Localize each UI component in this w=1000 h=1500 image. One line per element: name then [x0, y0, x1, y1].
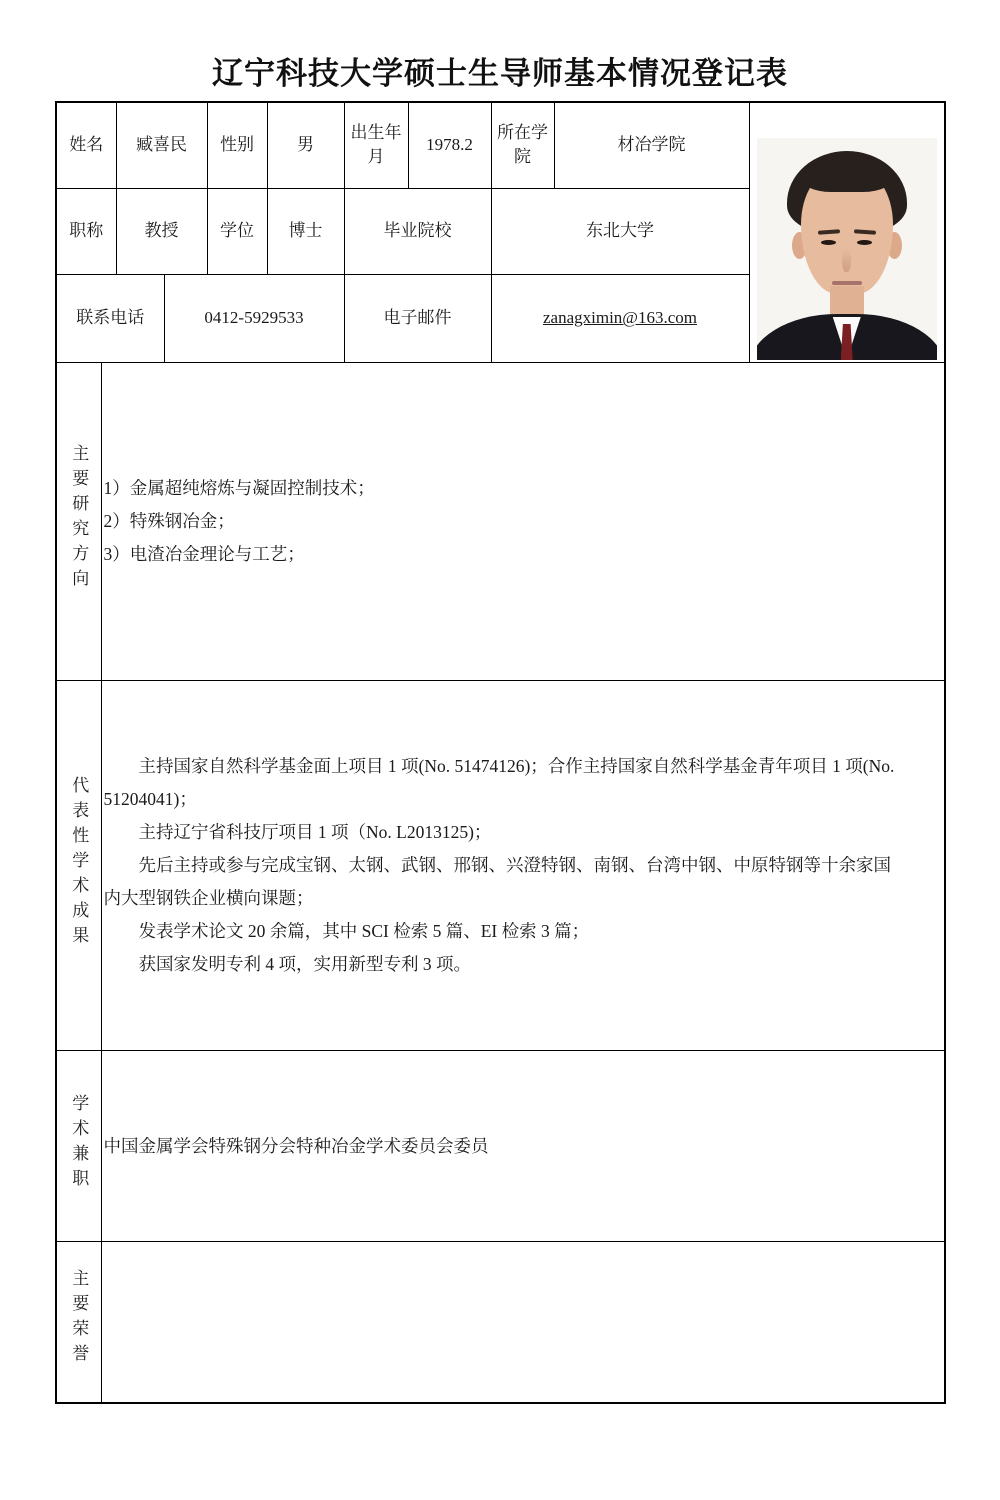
- research-content: [101, 363, 945, 681]
- gender-value: 男: [267, 102, 344, 188]
- photo-fringe-shape: [799, 162, 895, 192]
- job-title-value: 教授: [116, 188, 207, 274]
- photo-eye-right-shape: [857, 240, 872, 245]
- page-title: 辽宁科技大学硕士生导师基本情况登记表: [212, 56, 788, 91]
- birth-value: 1978.2: [408, 102, 491, 188]
- text-line: 获国家发明专利 4 项，实用新型专利 3 项。: [138, 954, 471, 974]
- text-line: 51204041)；: [103, 789, 197, 809]
- phone-value: 0412-5929533: [164, 275, 344, 363]
- text-line: 先后主持或参与完成宝钢、太钢、武钢、邢钢、兴澄特钢、南钢、台湾中钢、中原特钢等十余家国: [138, 855, 891, 875]
- row-parttime: [56, 1051, 945, 1242]
- honors-section-label: 主要荣誉: [56, 1242, 101, 1403]
- college-value: 材冶学院: [554, 102, 749, 188]
- photo-nose-shape: [842, 248, 851, 272]
- parttime-content: [101, 1051, 945, 1242]
- row-research: [56, 363, 945, 681]
- row-achievements: [56, 681, 945, 1051]
- school-value: 东北大学: [491, 188, 749, 274]
- phone-label: 联系电话: [56, 275, 164, 363]
- parttime-section-label: 学术兼职: [56, 1051, 101, 1242]
- name-value: 臧喜民: [116, 102, 207, 188]
- school-label: 毕业院校: [344, 188, 491, 274]
- email-label: 电子邮件: [344, 275, 491, 363]
- photo-mouth-shape: [832, 281, 862, 285]
- row-basic-1: [56, 102, 945, 188]
- email-link[interactable]: zanagximin@163.com: [543, 308, 697, 328]
- text-line: 内大型钢铁企业横向课题；: [103, 888, 314, 908]
- text-line: 主持辽宁省科技厅项目 1 项（No. L2013125)；: [138, 822, 492, 842]
- photo-cell: [749, 102, 945, 363]
- registration-table: [55, 101, 946, 1404]
- email-value[interactable]: [491, 275, 749, 363]
- text-line: 主持国家自然科学基金面上项目 1 项(No. 51474126)；合作主持国家自然科学基金青年项目 1 项(No.: [138, 756, 895, 776]
- text-line: 3）电渣冶金理论与工艺；: [103, 544, 305, 564]
- research-section-label: 主要研究方向: [56, 363, 101, 681]
- supervisor-photo: [757, 138, 937, 360]
- text-line: 发表学术论文 20 余篇，其中 SCI 检索 5 篇、EI 检索 3 篇；: [138, 921, 590, 941]
- college-label: 所在学院: [491, 102, 554, 188]
- name-label: 姓名: [56, 102, 116, 188]
- row-honors: [56, 1242, 945, 1403]
- text-line: 2）特殊钢冶金；: [103, 511, 235, 531]
- text-line: 中国金属学会特殊钢分会特种冶金学术委员会委员: [103, 1135, 489, 1156]
- achievements-section-label: 代表性学术成果: [56, 681, 101, 1051]
- degree-label: 学位: [207, 188, 267, 274]
- degree-value: 博士: [267, 188, 344, 274]
- achievements-content: [101, 681, 945, 1051]
- text-line: 1）金属超纯熔炼与凝固控制技术；: [103, 478, 375, 498]
- job-title-label: 职称: [56, 188, 116, 274]
- gender-label: 性别: [207, 102, 267, 188]
- honors-content: [101, 1242, 945, 1403]
- photo-eye-left-shape: [821, 240, 836, 245]
- birth-label: 出生年月: [344, 102, 408, 188]
